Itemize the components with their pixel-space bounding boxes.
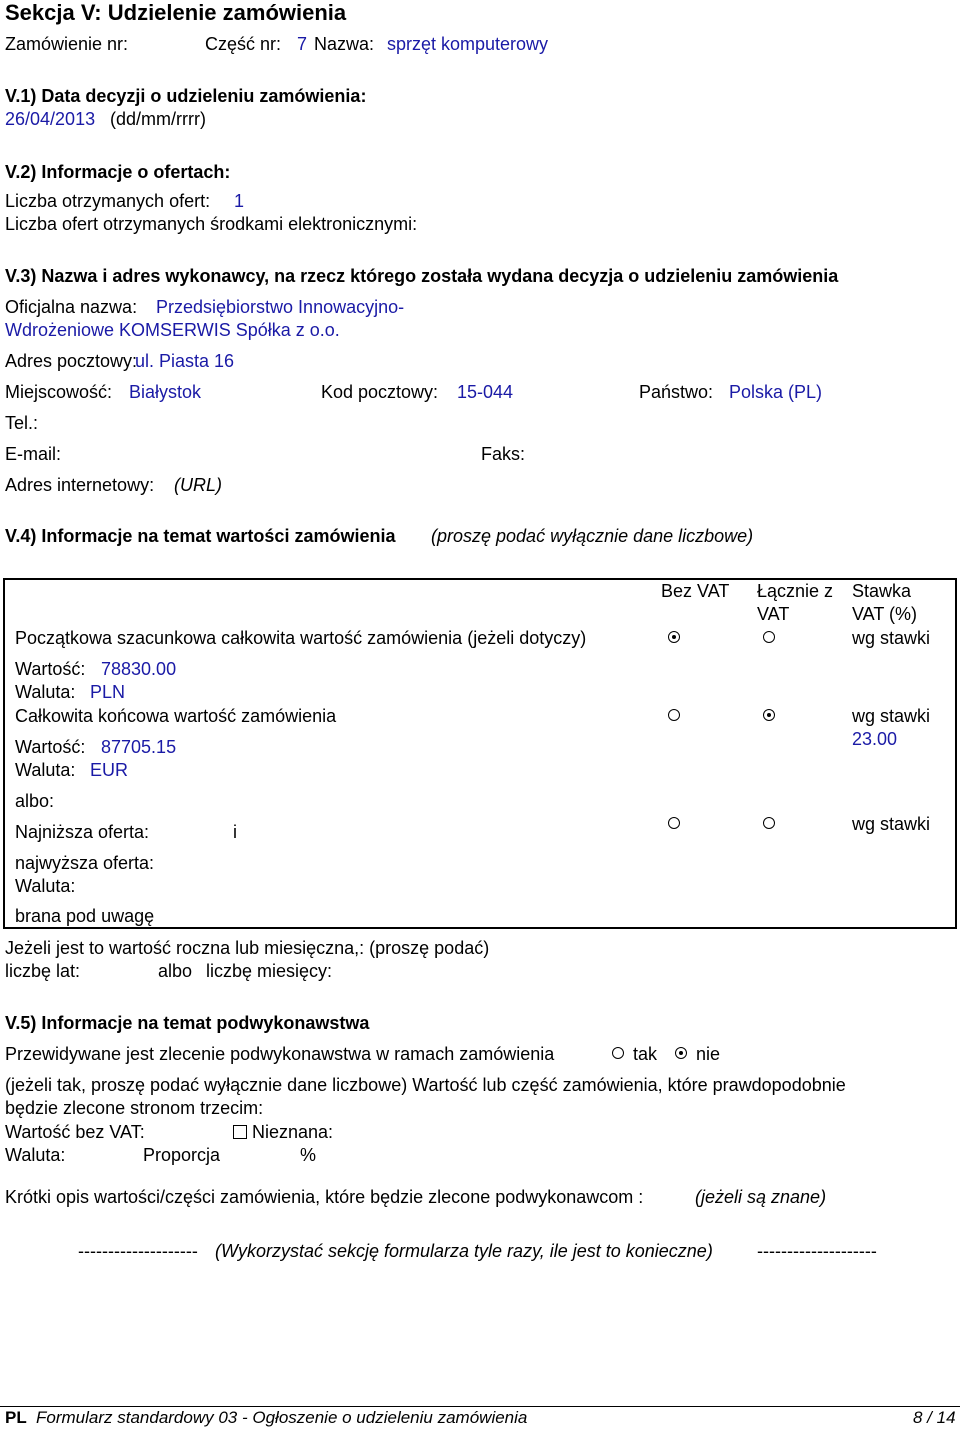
col-stawka-line1: Stawka	[852, 581, 912, 601]
v4-heading-hint: (proszę podać wyłącznie dane liczbowe)	[431, 526, 754, 546]
final-rate-value: 23.00	[852, 729, 898, 749]
col-lacznie-line1: Łącznie z	[757, 581, 834, 601]
years-label: liczbę lat:	[5, 961, 81, 981]
repeat-note-text: (Wykorzystać sekcję formularza tyle razy, ile jest to konieczne)	[215, 1241, 713, 1261]
or2-label: albo	[158, 961, 193, 981]
final-currency-label: Waluta:	[15, 760, 76, 780]
v3-heading: V.3) Nazwa i adres wykonawcy, na rzecz którego została wydana decyzja o udzieleniu zamówienia	[5, 266, 839, 286]
range-bez-vat-radio[interactable]	[668, 817, 680, 829]
initial-currency-value: PLN	[90, 682, 126, 702]
subcontract-yes-label: tak	[633, 1044, 658, 1064]
initial-amount-label: Wartość:	[15, 659, 86, 679]
proportion-label: Proporcja	[143, 1145, 221, 1165]
footer-page-number: 8 / 14	[913, 1408, 956, 1427]
subcontract-no-label: nie	[696, 1044, 721, 1064]
months-label: liczbę miesięcy:	[206, 961, 333, 981]
final-value-label: Całkowita końcowa wartość zamówienia	[15, 706, 337, 726]
footer-form-name: Formularz standardowy 03 - Ogłoszenie o udzieleniu zamówienia	[36, 1408, 528, 1427]
repeat-dashes-left: --------------------	[78, 1241, 198, 1261]
initial-bez-vat-radio[interactable]	[668, 631, 680, 643]
postcode-label: Kod pocztowy:	[321, 382, 439, 402]
col-bez-vat: Bez VAT	[661, 581, 730, 601]
tel-label: Tel.:	[5, 413, 39, 433]
v5-heading: V.5) Informacje na temat podwykonawstwa	[5, 1013, 370, 1033]
final-amount-value: 87705.15	[101, 737, 177, 757]
col-stawka-line2: VAT (%)	[852, 604, 918, 624]
col-lacznie-line2: VAT	[757, 604, 790, 624]
initial-lacznie-vat-radio[interactable]	[763, 631, 775, 643]
unknown-label: Nieznana:	[252, 1122, 334, 1142]
official-name-value-line1: Przedsiębiorstwo Innowacyjno-	[156, 297, 405, 317]
lowest-offer-label: Najniższa oferta:	[15, 822, 150, 842]
range-lacznie-vat-radio[interactable]	[763, 817, 775, 829]
subcontract-planned-label: Przewidywane jest zlecenie podwykonawstwa w ramach zamówienia	[5, 1044, 555, 1064]
official-name-label: Oficjalna nazwa:	[5, 297, 138, 317]
fax-label: Faks:	[481, 444, 526, 464]
order-nr-label: Zamówienie nr:	[5, 34, 129, 54]
lowest-offer-and: i	[233, 822, 237, 842]
postal-address-label: Adres pocztowy:	[5, 351, 138, 371]
initial-value-label: Początkowa szacunkowa całkowita wartość zamówienia (jeżeli dotyczy)	[15, 628, 587, 648]
order-part-label: Część nr:	[205, 34, 282, 54]
unknown-checkbox[interactable]	[233, 1125, 247, 1139]
url-hint: (URL)	[174, 475, 222, 495]
country-label: Państwo:	[639, 382, 714, 402]
postcode-value: 15-044	[457, 382, 514, 402]
order-part-value: 7	[297, 34, 308, 54]
final-amount-label: Wartość:	[15, 737, 86, 757]
range-rate: wg stawki	[852, 814, 931, 834]
final-currency-value: EUR	[90, 760, 129, 780]
subcontract-no-radio[interactable]	[675, 1047, 687, 1059]
considered-label: brana pod uwagę	[15, 906, 155, 926]
or-label: albo:	[15, 791, 55, 811]
footer-lang: PL	[5, 1408, 27, 1427]
highest-offer-label: najwyższa oferta:	[15, 853, 155, 873]
value-excl-vat-label: Wartość bez VAT:	[5, 1122, 145, 1142]
v4-heading: V.4) Informacje na temat wartości zamówienia	[5, 526, 396, 546]
v1-heading: V.1) Data decyzji o udzieleniu zamówienia:	[5, 86, 367, 106]
country-value: Polska (PL)	[729, 382, 823, 402]
email-label: E-mail:	[5, 444, 62, 464]
final-bez-vat-radio[interactable]	[668, 709, 680, 721]
v2-heading: V.2) Informacje o ofertach:	[5, 162, 231, 182]
final-lacznie-vat-radio[interactable]	[763, 709, 775, 721]
decision-date-format: (dd/mm/rrrr)	[110, 109, 206, 129]
decision-date-value: 26/04/2013	[5, 109, 96, 129]
section-title: Sekcja V: Udzielenie zamówienia	[5, 0, 347, 25]
city-value: Białystok	[129, 382, 202, 402]
annual-monthly-label: Jeżeli jest to wartość roczna lub miesięczna,: (proszę podać)	[5, 938, 490, 958]
subcontract-yes-radio[interactable]	[612, 1047, 624, 1059]
official-name-value-line2: Wdrożeniowe KOMSERWIS Spółka z o.o.	[5, 320, 340, 340]
short-description-hint: (jeżeli są znane)	[695, 1187, 827, 1207]
final-rate: wg stawki	[852, 706, 931, 726]
initial-rate: wg stawki	[852, 628, 931, 648]
if-yes-text-line1: (jeżeli tak, proszę podać wyłącznie dane liczbowe) Wartość lub część zamówienia, które prawdopodobnie	[5, 1075, 846, 1095]
offers-value: 1	[234, 191, 245, 211]
order-name-label: Nazwa:	[314, 34, 375, 54]
url-label: Adres internetowy:	[5, 475, 155, 495]
initial-currency-label: Waluta:	[15, 682, 76, 702]
postal-address-value: ul. Piasta 16	[135, 351, 235, 371]
repeat-dashes-right: --------------------	[757, 1241, 877, 1261]
offers-label: Liczba otrzymanych ofert:	[5, 191, 211, 211]
electronic-offers-label: Liczba ofert otrzymanych środkami elektronicznymi:	[5, 214, 418, 234]
city-label: Miejscowość:	[5, 382, 113, 402]
initial-amount-value: 78830.00	[101, 659, 177, 679]
range-currency-label: Waluta:	[15, 876, 76, 896]
order-name-value: sprzęt komputerowy	[387, 34, 549, 54]
short-description-label: Krótki opis wartości/części zamówienia, które będzie zlecone podwykonawcom :	[5, 1187, 644, 1207]
if-yes-text-line2: będzie zlecone stronom trzecim:	[5, 1098, 264, 1118]
percent-sign: %	[300, 1145, 317, 1165]
subcontract-currency-label: Waluta:	[5, 1145, 66, 1165]
